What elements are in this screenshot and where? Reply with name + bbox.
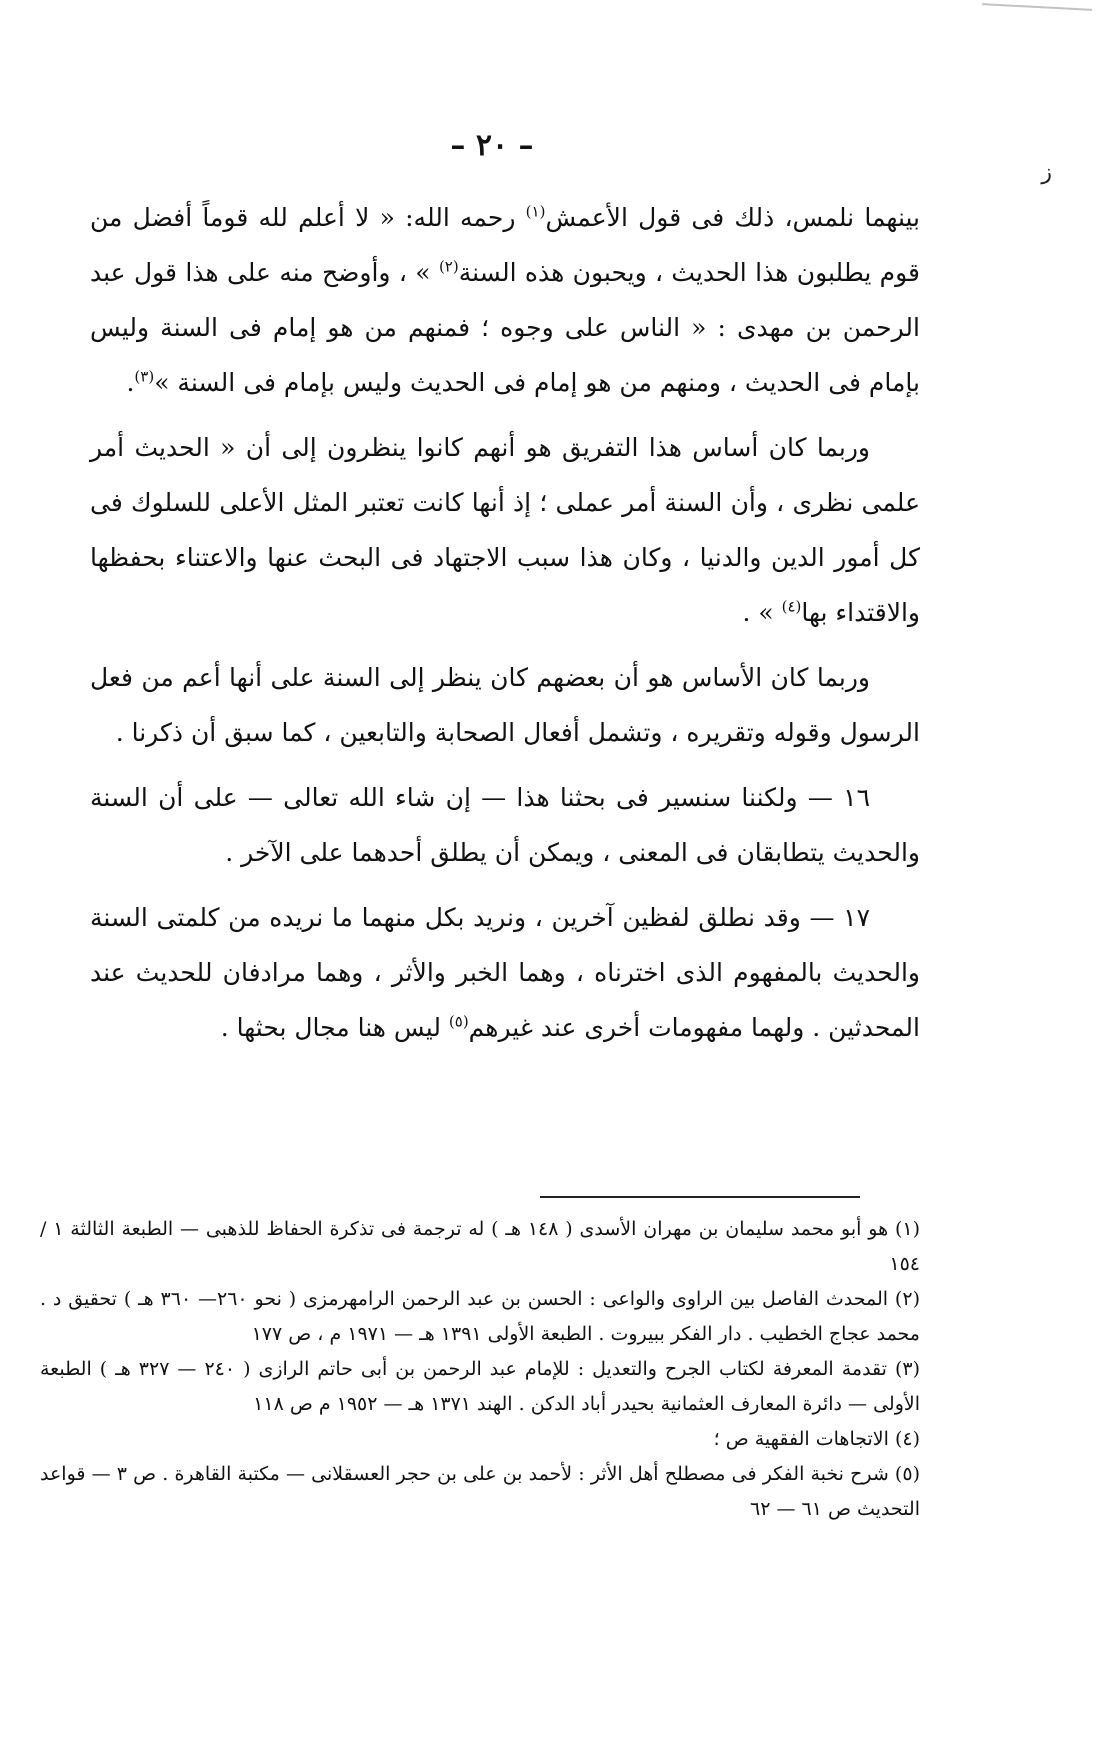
paragraph-17 (90, 890, 920, 1055)
paragraph-16: ١٦ — ولكننا سنسير فى بحثنا هذا — إن شاء الله تعالى — على أن السنة والحديث يتطابقان فى المعنى ، ويمكن أن يطلق أحدهما على الآخر . (90, 783, 920, 867)
paragraph-1-end: . (126, 368, 135, 397)
footnote-2: (٢) المحدث الفاصل بين الراوى والواعى : الحسن بن عبد الرحمن الرامهرمزى ( نحو ٢٦٠— ٣٦٠ هـ ) تحقيق د . محمد عجاج الخطيب . دار الفكر ببيروت . الطبعة الأولى ١٣٩١ هـ — ١٩٧١ م ، ص ١٧٧ (40, 1288, 920, 1345)
paragraph-2-end: » . (742, 598, 782, 627)
paragraph-17-text: ١٧ — وقد نطلق لفظين آخرين ، ونريد بكل منهما ما نريده من كلمتى السنة والحديث بالمفهوم الذى اخترناه ، وهما الخبر والأثر ، وهما مرادفان للحديث عند المحدثين . ولهما مفهومات أخرى عند غيرهم (90, 903, 920, 1042)
footnote-ref-1: (١) (525, 202, 546, 221)
footnote-5: (٥) شرح نخبة الفكر فى مصطلح أهل الأثر : لأحمد بن على بن حجر العسقلانى — مكتبة القاهرة . ص ٣ — قواعد التحديث ص ٦١ — ٦٢ (40, 1463, 920, 1520)
footnote-ref-5: (٥) (448, 1012, 469, 1031)
footnote-4: (٤) الاتجاهات الفقهية ص ؛ (713, 1428, 920, 1450)
footnote-divider (540, 1196, 860, 1198)
margin-mark: ز (1041, 160, 1052, 185)
footnote-ref-4: (٤) (781, 597, 802, 616)
footnotes (40, 1212, 920, 1527)
footnote-ref-2: (٢) (438, 257, 459, 276)
paragraph-1-text-c: » ، وأوضح منه على هذا قول عبد الرحمن بن مهدى : « الناس على وجوه ؛ فمنهم من هو إمام فى السنة وليس بإمام فى الحديث ، ومنهم من هو إمام فى الحديث وليس بإمام فى السنة » (90, 258, 920, 397)
paragraph-1-text-b: رحمه الله: « لا أعلم لله قوماً أفضل من قوم يطلبون هذا الحديث ، ويحبون هذه السنة (90, 203, 920, 287)
paragraph-1 (90, 190, 920, 410)
paragraph-3: وربما كان الأساس هو أن بعضهم كان ينظر إلى السنة على أنها أعم من فعل الرسول وقوله وتقريره ، وتشمل أفعال الصحابة والتابعين ، كما سبق أن ذكرنا . (90, 663, 920, 747)
paragraph-2 (90, 420, 920, 640)
main-text (90, 190, 920, 1065)
footnote-1: (١) هو أبو محمد سليمان بن مهران الأسدى ( ١٤٨ هـ ) له ترجمة فى تذكرة الحفاظ للذهبى — الطبعة الثالثة ١ / ١٥٤ (40, 1218, 920, 1275)
footnote-3: (٣) تقدمة المعرفة لكتاب الجرح والتعديل : للإمام عبد الرحمن بن أبى حاتم الرازى ( ٢٤٠ — ٣٢٧ هـ ) الطبعة الأولى — دائرة المعارف العثمانية بحيدر أباد الدكن . الهند ١٣٧١ هـ — ١٩٥٢ م ص ١١٨ (40, 1358, 921, 1415)
paragraph-17-end: ليس هنا مجال بحثها . (220, 1013, 449, 1042)
page-number: – ٢٠ – (450, 128, 534, 163)
scan-smudge (982, 3, 1092, 17)
footnote-ref-3: (٣) (134, 367, 155, 386)
paragraph-1-text-a: بينهما نلمس، ذلك فى قول الأعمش (545, 203, 920, 232)
paragraph-2-text: وربما كان أساس هذا التفريق هو أنهم كانوا ينظرون إلى أن « الحديث أمر علمى نظرى ، وأن السنة أمر عملى ؛ إذ أنها كانت تعتبر المثل الأعلى للسلوك فى كل أمور الدين والدنيا ، وكان هذا سبب الاجتهاد فى البحث عنها والاعتناء بحفظها والاقتداء بها (90, 433, 920, 627)
